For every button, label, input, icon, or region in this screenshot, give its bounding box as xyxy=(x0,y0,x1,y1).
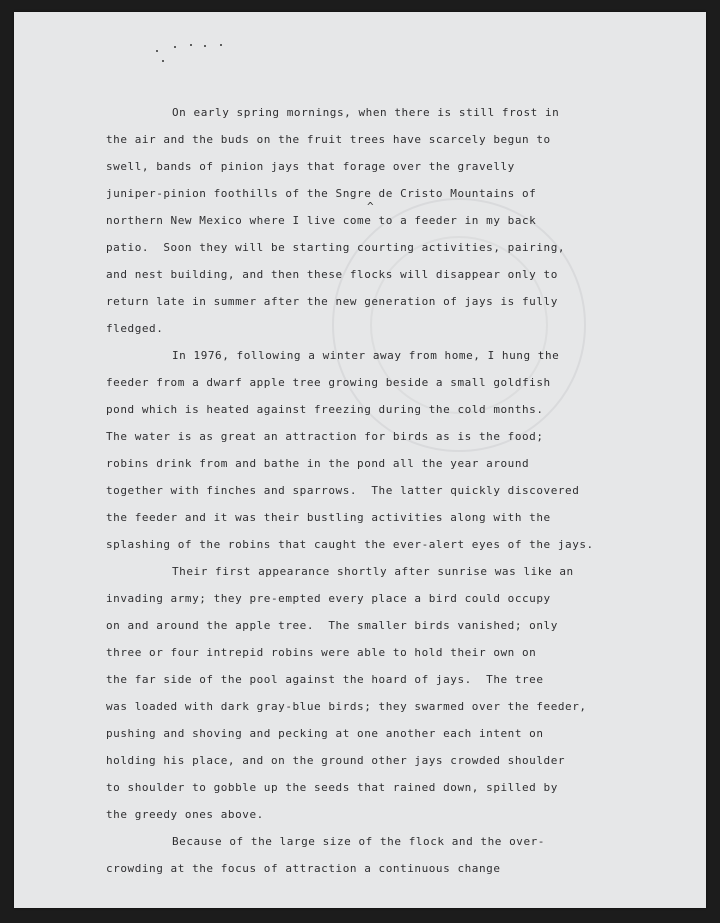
text-line: the feeder and it was their bustling activities along with the xyxy=(106,511,551,524)
text-line: and nest building, and then these flocks will disappear only to xyxy=(106,268,558,281)
text-line: splashing of the robins that caught the ever-alert eyes of the jays. xyxy=(106,538,594,551)
text-line: on and around the apple tree. The smaller birds vanished; only xyxy=(106,619,558,632)
text-line: Their first appearance shortly after sunrise was like an xyxy=(172,565,574,578)
text-line: feeder from a dwarf apple tree growing beside a small goldfish xyxy=(106,376,551,389)
text-line: to shoulder to gobble up the seeds that rained down, spilled by xyxy=(106,781,558,794)
text-line: the air and the buds on the fruit trees have scarcely begun to xyxy=(106,133,551,146)
text-line: holding his place, and on the ground other jays crowded shoulder xyxy=(106,754,566,767)
text-line: invading army; they pre-empted every place a bird could occupy xyxy=(106,592,551,605)
typewritten-page xyxy=(14,12,706,908)
text-line: In 1976, following a winter away from home, I hung the xyxy=(172,349,560,362)
insertion-caret: ^ xyxy=(367,200,374,213)
page-specks xyxy=(154,44,234,74)
text-line: together with finches and sparrows. The latter quickly discovered xyxy=(106,484,580,497)
text-line: Because of the large size of the flock and the over- xyxy=(172,835,545,848)
text-line: pushing and shoving and pecking at one another each intent on xyxy=(106,727,544,740)
text-line: the far side of the pool against the hoard of jays. The tree xyxy=(106,673,544,686)
text-line: fledged. xyxy=(106,322,164,335)
text-line: The water is as great an attraction for birds as is the food; xyxy=(106,430,544,443)
text-line: patio. Soon they will be starting courting activities, pairing, xyxy=(106,241,566,254)
text-line: pond which is heated against freezing during the cold months. xyxy=(106,403,544,416)
text-line: On early spring mornings, when there is still frost in xyxy=(172,106,560,119)
text-line: crowding at the focus of attraction a continuous change xyxy=(106,862,501,875)
text-line: was loaded with dark gray-blue birds; they swarmed over the feeder, xyxy=(106,700,587,713)
text-line: return late in summer after the new generation of jays is fully xyxy=(106,295,558,308)
text-line: three or four intrepid robins were able to hold their own on xyxy=(106,646,537,659)
text-line: robins drink from and bathe in the pond all the year around xyxy=(106,457,530,470)
text-line: swell, bands of pinion jays that forage over the gravelly xyxy=(106,160,515,173)
text-line: juniper-pinion foothills of the Sngre de Cristo Mountains of xyxy=(106,187,537,200)
text-line: the greedy ones above. xyxy=(106,808,264,821)
text-line: northern New Mexico where I live come to a feeder in my back xyxy=(106,214,537,227)
